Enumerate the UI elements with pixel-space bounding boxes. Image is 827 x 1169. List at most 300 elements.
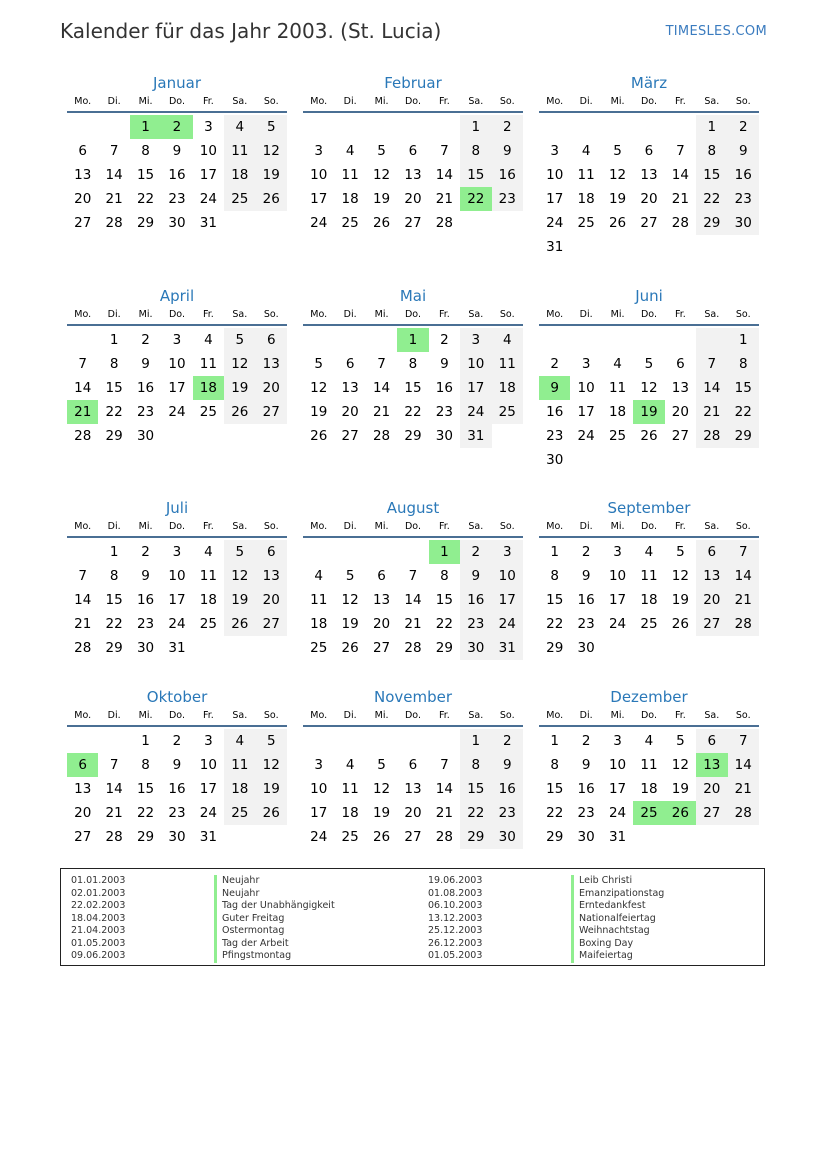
- day-cell[interactable]: 25: [640, 616, 658, 632]
- day-cell[interactable]: 10: [608, 568, 627, 584]
- day-cell[interactable]: 17: [492, 588, 523, 612]
- day-cell[interactable]: 9: [460, 564, 491, 588]
- day-cell[interactable]: 15: [136, 781, 155, 797]
- day-cell[interactable]: 17: [199, 167, 217, 183]
- day-cell[interactable]: 19: [341, 616, 359, 632]
- day-cell[interactable]: 30: [168, 829, 186, 845]
- day-cell[interactable]: 13: [74, 781, 92, 797]
- day-cell[interactable]: 3: [314, 757, 323, 773]
- day-cell[interactable]: 3: [172, 332, 182, 348]
- day-cell[interactable]: 10: [608, 757, 627, 773]
- day-cell[interactable]: 11: [341, 781, 359, 797]
- day-cell[interactable]: 15: [546, 592, 564, 608]
- day-cell[interactable]: 27: [404, 215, 422, 231]
- day-cell[interactable]: 9: [581, 757, 591, 773]
- day-cell[interactable]: 6: [345, 356, 355, 372]
- day-cell[interactable]: 13: [256, 352, 287, 376]
- day-cell[interactable]: 29: [136, 829, 155, 845]
- day-cell[interactable]: 14: [728, 564, 759, 588]
- day-cell[interactable]: 14: [74, 380, 92, 396]
- day-cell[interactable]: 9: [492, 139, 523, 163]
- day-cell[interactable]: 20: [256, 588, 287, 612]
- day-cell[interactable]: 22: [404, 404, 422, 420]
- day-cell[interactable]: 18: [492, 376, 523, 400]
- day-cell[interactable]: 4: [644, 544, 654, 560]
- day-cell[interactable]: 20: [671, 404, 689, 420]
- day-cell[interactable]: 31: [199, 215, 217, 231]
- day-cell[interactable]: 15: [136, 167, 155, 183]
- day-cell[interactable]: 1: [460, 729, 491, 753]
- day-cell[interactable]: 13: [256, 564, 287, 588]
- day-cell[interactable]: 11: [310, 592, 328, 608]
- day-cell[interactable]: 16: [460, 588, 491, 612]
- day-cell[interactable]: 24: [577, 428, 595, 444]
- day-cell[interactable]: 31: [546, 239, 564, 255]
- day-cell[interactable]: 7: [408, 568, 418, 584]
- day-cell[interactable]: 7: [440, 757, 449, 773]
- day-cell[interactable]: 27: [74, 829, 92, 845]
- day-cell[interactable]: 13: [404, 167, 422, 183]
- day-cell[interactable]: 27: [696, 801, 727, 825]
- day-cell[interactable]: 8: [141, 143, 150, 159]
- day-cell[interactable]: 16: [168, 167, 186, 183]
- day-cell[interactable]: 5: [377, 143, 386, 159]
- day-cell[interactable]: 20: [341, 404, 359, 420]
- day-cell[interactable]: 21: [105, 191, 123, 207]
- day-cell[interactable]: 30: [168, 215, 186, 231]
- day-cell[interactable]: 12: [341, 592, 359, 608]
- day-cell[interactable]: 19: [224, 376, 255, 400]
- day-cell[interactable]: 12: [372, 781, 391, 797]
- day-cell[interactable]: 20: [696, 588, 727, 612]
- day-cell[interactable]: 5: [676, 544, 685, 560]
- day-cell[interactable]: 23: [492, 801, 523, 825]
- day-cell[interactable]: 29: [728, 424, 759, 448]
- day-cell[interactable]: 30: [460, 636, 491, 660]
- day-cell[interactable]: 5: [256, 729, 287, 753]
- holiday-day-cell[interactable]: 26: [665, 801, 696, 825]
- day-cell[interactable]: 16: [168, 781, 186, 797]
- day-cell[interactable]: 26: [671, 616, 689, 632]
- day-cell[interactable]: 22: [136, 805, 155, 821]
- day-cell[interactable]: 2: [492, 115, 523, 139]
- day-cell[interactable]: 15: [728, 376, 759, 400]
- day-cell[interactable]: 5: [345, 568, 355, 584]
- day-cell[interactable]: 31: [460, 424, 491, 448]
- day-cell[interactable]: 30: [577, 829, 595, 845]
- day-cell[interactable]: 3: [613, 733, 622, 749]
- day-cell[interactable]: 4: [314, 568, 323, 584]
- day-cell[interactable]: 21: [435, 191, 453, 207]
- day-cell[interactable]: 12: [608, 167, 627, 183]
- day-cell[interactable]: 30: [435, 428, 453, 444]
- day-cell[interactable]: 24: [168, 616, 186, 632]
- day-cell[interactable]: 6: [78, 143, 87, 159]
- day-cell[interactable]: 7: [78, 356, 87, 372]
- day-cell[interactable]: 28: [435, 215, 453, 231]
- day-cell[interactable]: 18: [341, 805, 359, 821]
- day-cell[interactable]: 10: [168, 356, 186, 372]
- day-cell[interactable]: 7: [440, 143, 449, 159]
- day-cell[interactable]: 15: [404, 380, 422, 396]
- day-cell[interactable]: 16: [492, 777, 523, 801]
- day-cell[interactable]: 27: [671, 428, 689, 444]
- day-cell[interactable]: 24: [608, 805, 627, 821]
- day-cell[interactable]: 23: [577, 805, 595, 821]
- day-cell[interactable]: 22: [546, 616, 564, 632]
- day-cell[interactable]: 31: [492, 636, 523, 660]
- day-cell[interactable]: 4: [345, 143, 355, 159]
- day-cell[interactable]: 20: [404, 191, 422, 207]
- day-cell[interactable]: 9: [581, 568, 591, 584]
- day-cell[interactable]: 26: [608, 215, 627, 231]
- day-cell[interactable]: 10: [492, 564, 523, 588]
- day-cell[interactable]: 20: [256, 376, 287, 400]
- holiday-day-cell[interactable]: 19: [633, 400, 664, 424]
- day-cell[interactable]: 26: [256, 801, 287, 825]
- day-cell[interactable]: 26: [310, 428, 328, 444]
- holiday-day-cell[interactable]: 1: [130, 115, 161, 139]
- day-cell[interactable]: 18: [640, 781, 658, 797]
- day-cell[interactable]: 7: [728, 729, 759, 753]
- day-cell[interactable]: 24: [168, 404, 186, 420]
- day-cell[interactable]: 26: [372, 829, 391, 845]
- day-cell[interactable]: 8: [550, 757, 559, 773]
- day-cell[interactable]: 3: [204, 733, 213, 749]
- day-cell[interactable]: 27: [74, 215, 92, 231]
- day-cell[interactable]: 27: [372, 640, 391, 656]
- day-cell[interactable]: 23: [546, 428, 564, 444]
- day-cell[interactable]: 12: [640, 380, 658, 396]
- day-cell[interactable]: 24: [492, 612, 523, 636]
- day-cell[interactable]: 4: [644, 733, 654, 749]
- day-cell[interactable]: 12: [256, 139, 287, 163]
- day-cell[interactable]: 2: [492, 729, 523, 753]
- day-cell[interactable]: 28: [105, 829, 123, 845]
- day-cell[interactable]: 31: [199, 829, 217, 845]
- day-cell[interactable]: 2: [581, 733, 591, 749]
- day-cell[interactable]: 17: [310, 191, 328, 207]
- day-cell[interactable]: 14: [105, 167, 123, 183]
- day-cell[interactable]: 19: [372, 191, 391, 207]
- day-cell[interactable]: 13: [372, 592, 391, 608]
- day-cell[interactable]: 23: [577, 616, 595, 632]
- day-cell[interactable]: 25: [224, 801, 255, 825]
- day-cell[interactable]: 2: [728, 115, 759, 139]
- day-cell[interactable]: 25: [608, 428, 627, 444]
- day-cell[interactable]: 22: [136, 191, 155, 207]
- day-cell[interactable]: 8: [109, 568, 119, 584]
- day-cell[interactable]: 2: [172, 733, 182, 749]
- day-cell[interactable]: 3: [172, 544, 182, 560]
- holiday-day-cell[interactable]: 25: [633, 801, 664, 825]
- day-cell[interactable]: 24: [608, 616, 627, 632]
- day-cell[interactable]: 18: [577, 191, 595, 207]
- day-cell[interactable]: 14: [105, 781, 123, 797]
- day-cell[interactable]: 29: [404, 428, 422, 444]
- day-cell[interactable]: 26: [372, 215, 391, 231]
- day-cell[interactable]: 21: [435, 805, 453, 821]
- holiday-day-cell[interactable]: 6: [67, 753, 98, 777]
- day-cell[interactable]: 6: [696, 540, 727, 564]
- brand-logo[interactable]: TIMESLES.COM: [665, 24, 767, 39]
- day-cell[interactable]: 11: [640, 568, 658, 584]
- holiday-day-cell[interactable]: 22: [460, 187, 491, 211]
- day-cell[interactable]: 30: [492, 825, 523, 849]
- day-cell[interactable]: 4: [492, 328, 523, 352]
- day-cell[interactable]: 25: [341, 215, 359, 231]
- day-cell[interactable]: 1: [696, 115, 727, 139]
- day-cell[interactable]: 23: [435, 404, 453, 420]
- day-cell[interactable]: 26: [341, 640, 359, 656]
- day-cell[interactable]: 1: [460, 115, 491, 139]
- day-cell[interactable]: 8: [460, 753, 491, 777]
- day-cell[interactable]: 7: [78, 568, 87, 584]
- day-cell[interactable]: 19: [372, 805, 391, 821]
- day-cell[interactable]: 23: [728, 187, 759, 211]
- day-cell[interactable]: 2: [581, 544, 591, 560]
- day-cell[interactable]: 21: [728, 777, 759, 801]
- day-cell[interactable]: 19: [310, 404, 328, 420]
- day-cell[interactable]: 30: [728, 211, 759, 235]
- day-cell[interactable]: 17: [460, 376, 491, 400]
- day-cell[interactable]: 28: [404, 640, 422, 656]
- day-cell[interactable]: 17: [310, 805, 328, 821]
- day-cell[interactable]: 26: [224, 612, 255, 636]
- day-cell[interactable]: 5: [256, 115, 287, 139]
- day-cell[interactable]: 29: [435, 640, 453, 656]
- day-cell[interactable]: 10: [310, 167, 328, 183]
- day-cell[interactable]: 4: [224, 729, 255, 753]
- day-cell[interactable]: 9: [728, 139, 759, 163]
- day-cell[interactable]: 31: [608, 829, 627, 845]
- day-cell[interactable]: 13: [341, 380, 359, 396]
- day-cell[interactable]: 6: [377, 568, 386, 584]
- day-cell[interactable]: 20: [74, 191, 92, 207]
- day-cell[interactable]: 19: [256, 777, 287, 801]
- day-cell[interactable]: 16: [492, 163, 523, 187]
- day-cell[interactable]: 17: [608, 592, 627, 608]
- day-cell[interactable]: 11: [224, 753, 255, 777]
- day-cell[interactable]: 28: [728, 801, 759, 825]
- day-cell[interactable]: 30: [546, 452, 564, 468]
- day-cell[interactable]: 19: [608, 191, 627, 207]
- day-cell[interactable]: 12: [256, 753, 287, 777]
- day-cell[interactable]: 17: [608, 781, 627, 797]
- day-cell[interactable]: 15: [435, 592, 453, 608]
- day-cell[interactable]: 19: [256, 163, 287, 187]
- day-cell[interactable]: 28: [728, 612, 759, 636]
- day-cell[interactable]: 3: [550, 143, 559, 159]
- day-cell[interactable]: 24: [460, 400, 491, 424]
- day-cell[interactable]: 13: [74, 167, 92, 183]
- day-cell[interactable]: 28: [435, 829, 453, 845]
- day-cell[interactable]: 11: [577, 167, 595, 183]
- day-cell[interactable]: 8: [109, 356, 119, 372]
- day-cell[interactable]: 14: [671, 167, 689, 183]
- day-cell[interactable]: 18: [608, 404, 627, 420]
- day-cell[interactable]: 15: [460, 163, 491, 187]
- day-cell[interactable]: 11: [199, 568, 217, 584]
- day-cell[interactable]: 25: [199, 616, 217, 632]
- day-cell[interactable]: 9: [492, 753, 523, 777]
- day-cell[interactable]: 8: [141, 757, 150, 773]
- day-cell[interactable]: 17: [577, 404, 595, 420]
- day-cell[interactable]: 9: [141, 356, 150, 372]
- day-cell[interactable]: 7: [728, 540, 759, 564]
- day-cell[interactable]: 10: [546, 167, 564, 183]
- day-cell[interactable]: 4: [204, 332, 213, 348]
- day-cell[interactable]: 12: [224, 352, 255, 376]
- day-cell[interactable]: 16: [546, 404, 564, 420]
- holiday-day-cell[interactable]: 1: [397, 328, 428, 352]
- day-cell[interactable]: 28: [105, 215, 123, 231]
- day-cell[interactable]: 21: [671, 191, 689, 207]
- day-cell[interactable]: 13: [696, 564, 727, 588]
- day-cell[interactable]: 27: [640, 215, 658, 231]
- holiday-day-cell[interactable]: 1: [429, 540, 460, 564]
- holiday-day-cell[interactable]: 2: [161, 115, 192, 139]
- day-cell[interactable]: 2: [460, 540, 491, 564]
- day-cell[interactable]: 5: [314, 356, 323, 372]
- day-cell[interactable]: 29: [546, 829, 564, 845]
- day-cell[interactable]: 5: [676, 733, 685, 749]
- day-cell[interactable]: 25: [199, 404, 217, 420]
- day-cell[interactable]: 29: [460, 825, 491, 849]
- holiday-day-cell[interactable]: 18: [193, 376, 224, 400]
- day-cell[interactable]: 5: [613, 143, 622, 159]
- day-cell[interactable]: 29: [696, 211, 727, 235]
- day-cell[interactable]: 14: [728, 753, 759, 777]
- day-cell[interactable]: 27: [696, 612, 727, 636]
- day-cell[interactable]: 23: [168, 805, 186, 821]
- day-cell[interactable]: 6: [696, 729, 727, 753]
- day-cell[interactable]: 5: [644, 356, 654, 372]
- day-cell[interactable]: 23: [460, 612, 491, 636]
- day-cell[interactable]: 21: [105, 805, 123, 821]
- day-cell[interactable]: 25: [310, 640, 328, 656]
- day-cell[interactable]: 2: [550, 356, 559, 372]
- day-cell[interactable]: 5: [224, 328, 255, 352]
- day-cell[interactable]: 8: [460, 139, 491, 163]
- day-cell[interactable]: 11: [492, 352, 523, 376]
- day-cell[interactable]: 31: [168, 640, 186, 656]
- day-cell[interactable]: 20: [404, 805, 422, 821]
- day-cell[interactable]: 24: [310, 829, 328, 845]
- day-cell[interactable]: 2: [440, 332, 449, 348]
- day-cell[interactable]: 3: [460, 328, 491, 352]
- day-cell[interactable]: 21: [74, 616, 92, 632]
- day-cell[interactable]: 22: [435, 616, 453, 632]
- day-cell[interactable]: 22: [546, 805, 564, 821]
- day-cell[interactable]: 23: [136, 616, 155, 632]
- holiday-day-cell[interactable]: 21: [67, 400, 98, 424]
- day-cell[interactable]: 21: [404, 616, 422, 632]
- day-cell[interactable]: 6: [676, 356, 685, 372]
- day-cell[interactable]: 16: [435, 380, 453, 396]
- day-cell[interactable]: 26: [640, 428, 658, 444]
- day-cell[interactable]: 22: [105, 404, 123, 420]
- day-cell[interactable]: 23: [492, 187, 523, 211]
- day-cell[interactable]: 22: [105, 616, 123, 632]
- day-cell[interactable]: 8: [408, 356, 418, 372]
- day-cell[interactable]: 4: [581, 143, 591, 159]
- day-cell[interactable]: 6: [256, 540, 287, 564]
- day-cell[interactable]: 16: [577, 781, 595, 797]
- day-cell[interactable]: 2: [141, 544, 150, 560]
- day-cell[interactable]: 1: [109, 544, 119, 560]
- day-cell[interactable]: 30: [136, 428, 155, 444]
- day-cell[interactable]: 24: [546, 215, 564, 231]
- day-cell[interactable]: 23: [136, 404, 155, 420]
- day-cell[interactable]: 19: [671, 781, 689, 797]
- day-cell[interactable]: 28: [671, 215, 689, 231]
- day-cell[interactable]: 29: [136, 215, 155, 231]
- day-cell[interactable]: 10: [199, 143, 217, 159]
- day-cell[interactable]: 8: [440, 568, 449, 584]
- day-cell[interactable]: 30: [577, 640, 595, 656]
- day-cell[interactable]: 18: [199, 592, 217, 608]
- day-cell[interactable]: 3: [492, 540, 523, 564]
- day-cell[interactable]: 21: [696, 400, 727, 424]
- day-cell[interactable]: 26: [224, 400, 255, 424]
- day-cell[interactable]: 25: [492, 400, 523, 424]
- day-cell[interactable]: 28: [696, 424, 727, 448]
- day-cell[interactable]: 8: [550, 568, 559, 584]
- day-cell[interactable]: 15: [105, 380, 123, 396]
- day-cell[interactable]: 12: [671, 757, 689, 773]
- day-cell[interactable]: 13: [640, 167, 658, 183]
- day-cell[interactable]: 28: [372, 428, 391, 444]
- day-cell[interactable]: 1: [141, 733, 150, 749]
- day-cell[interactable]: 14: [74, 592, 92, 608]
- day-cell[interactable]: 21: [728, 588, 759, 612]
- day-cell[interactable]: 11: [608, 380, 627, 396]
- day-cell[interactable]: 12: [310, 380, 328, 396]
- day-cell[interactable]: 20: [696, 777, 727, 801]
- day-cell[interactable]: 11: [199, 356, 217, 372]
- day-cell[interactable]: 18: [224, 163, 255, 187]
- day-cell[interactable]: 11: [341, 167, 359, 183]
- day-cell[interactable]: 23: [168, 191, 186, 207]
- day-cell[interactable]: 22: [460, 801, 491, 825]
- day-cell[interactable]: 10: [199, 757, 217, 773]
- day-cell[interactable]: 20: [74, 805, 92, 821]
- day-cell[interactable]: 7: [696, 352, 727, 376]
- holiday-day-cell[interactable]: 13: [696, 753, 727, 777]
- day-cell[interactable]: 8: [728, 352, 759, 376]
- day-cell[interactable]: 6: [408, 757, 418, 773]
- day-cell[interactable]: 7: [377, 356, 386, 372]
- day-cell[interactable]: 16: [136, 380, 155, 396]
- day-cell[interactable]: 1: [550, 733, 559, 749]
- day-cell[interactable]: 10: [168, 568, 186, 584]
- day-cell[interactable]: 9: [172, 143, 182, 159]
- day-cell[interactable]: 18: [341, 191, 359, 207]
- day-cell[interactable]: 27: [256, 400, 287, 424]
- day-cell[interactable]: 28: [74, 428, 92, 444]
- day-cell[interactable]: 11: [640, 757, 658, 773]
- day-cell[interactable]: 10: [460, 352, 491, 376]
- day-cell[interactable]: 18: [640, 592, 658, 608]
- day-cell[interactable]: 6: [256, 328, 287, 352]
- day-cell[interactable]: 13: [404, 781, 422, 797]
- day-cell[interactable]: 10: [310, 781, 328, 797]
- day-cell[interactable]: 24: [310, 215, 328, 231]
- day-cell[interactable]: 4: [204, 544, 213, 560]
- day-cell[interactable]: 15: [460, 777, 491, 801]
- day-cell[interactable]: 14: [435, 167, 453, 183]
